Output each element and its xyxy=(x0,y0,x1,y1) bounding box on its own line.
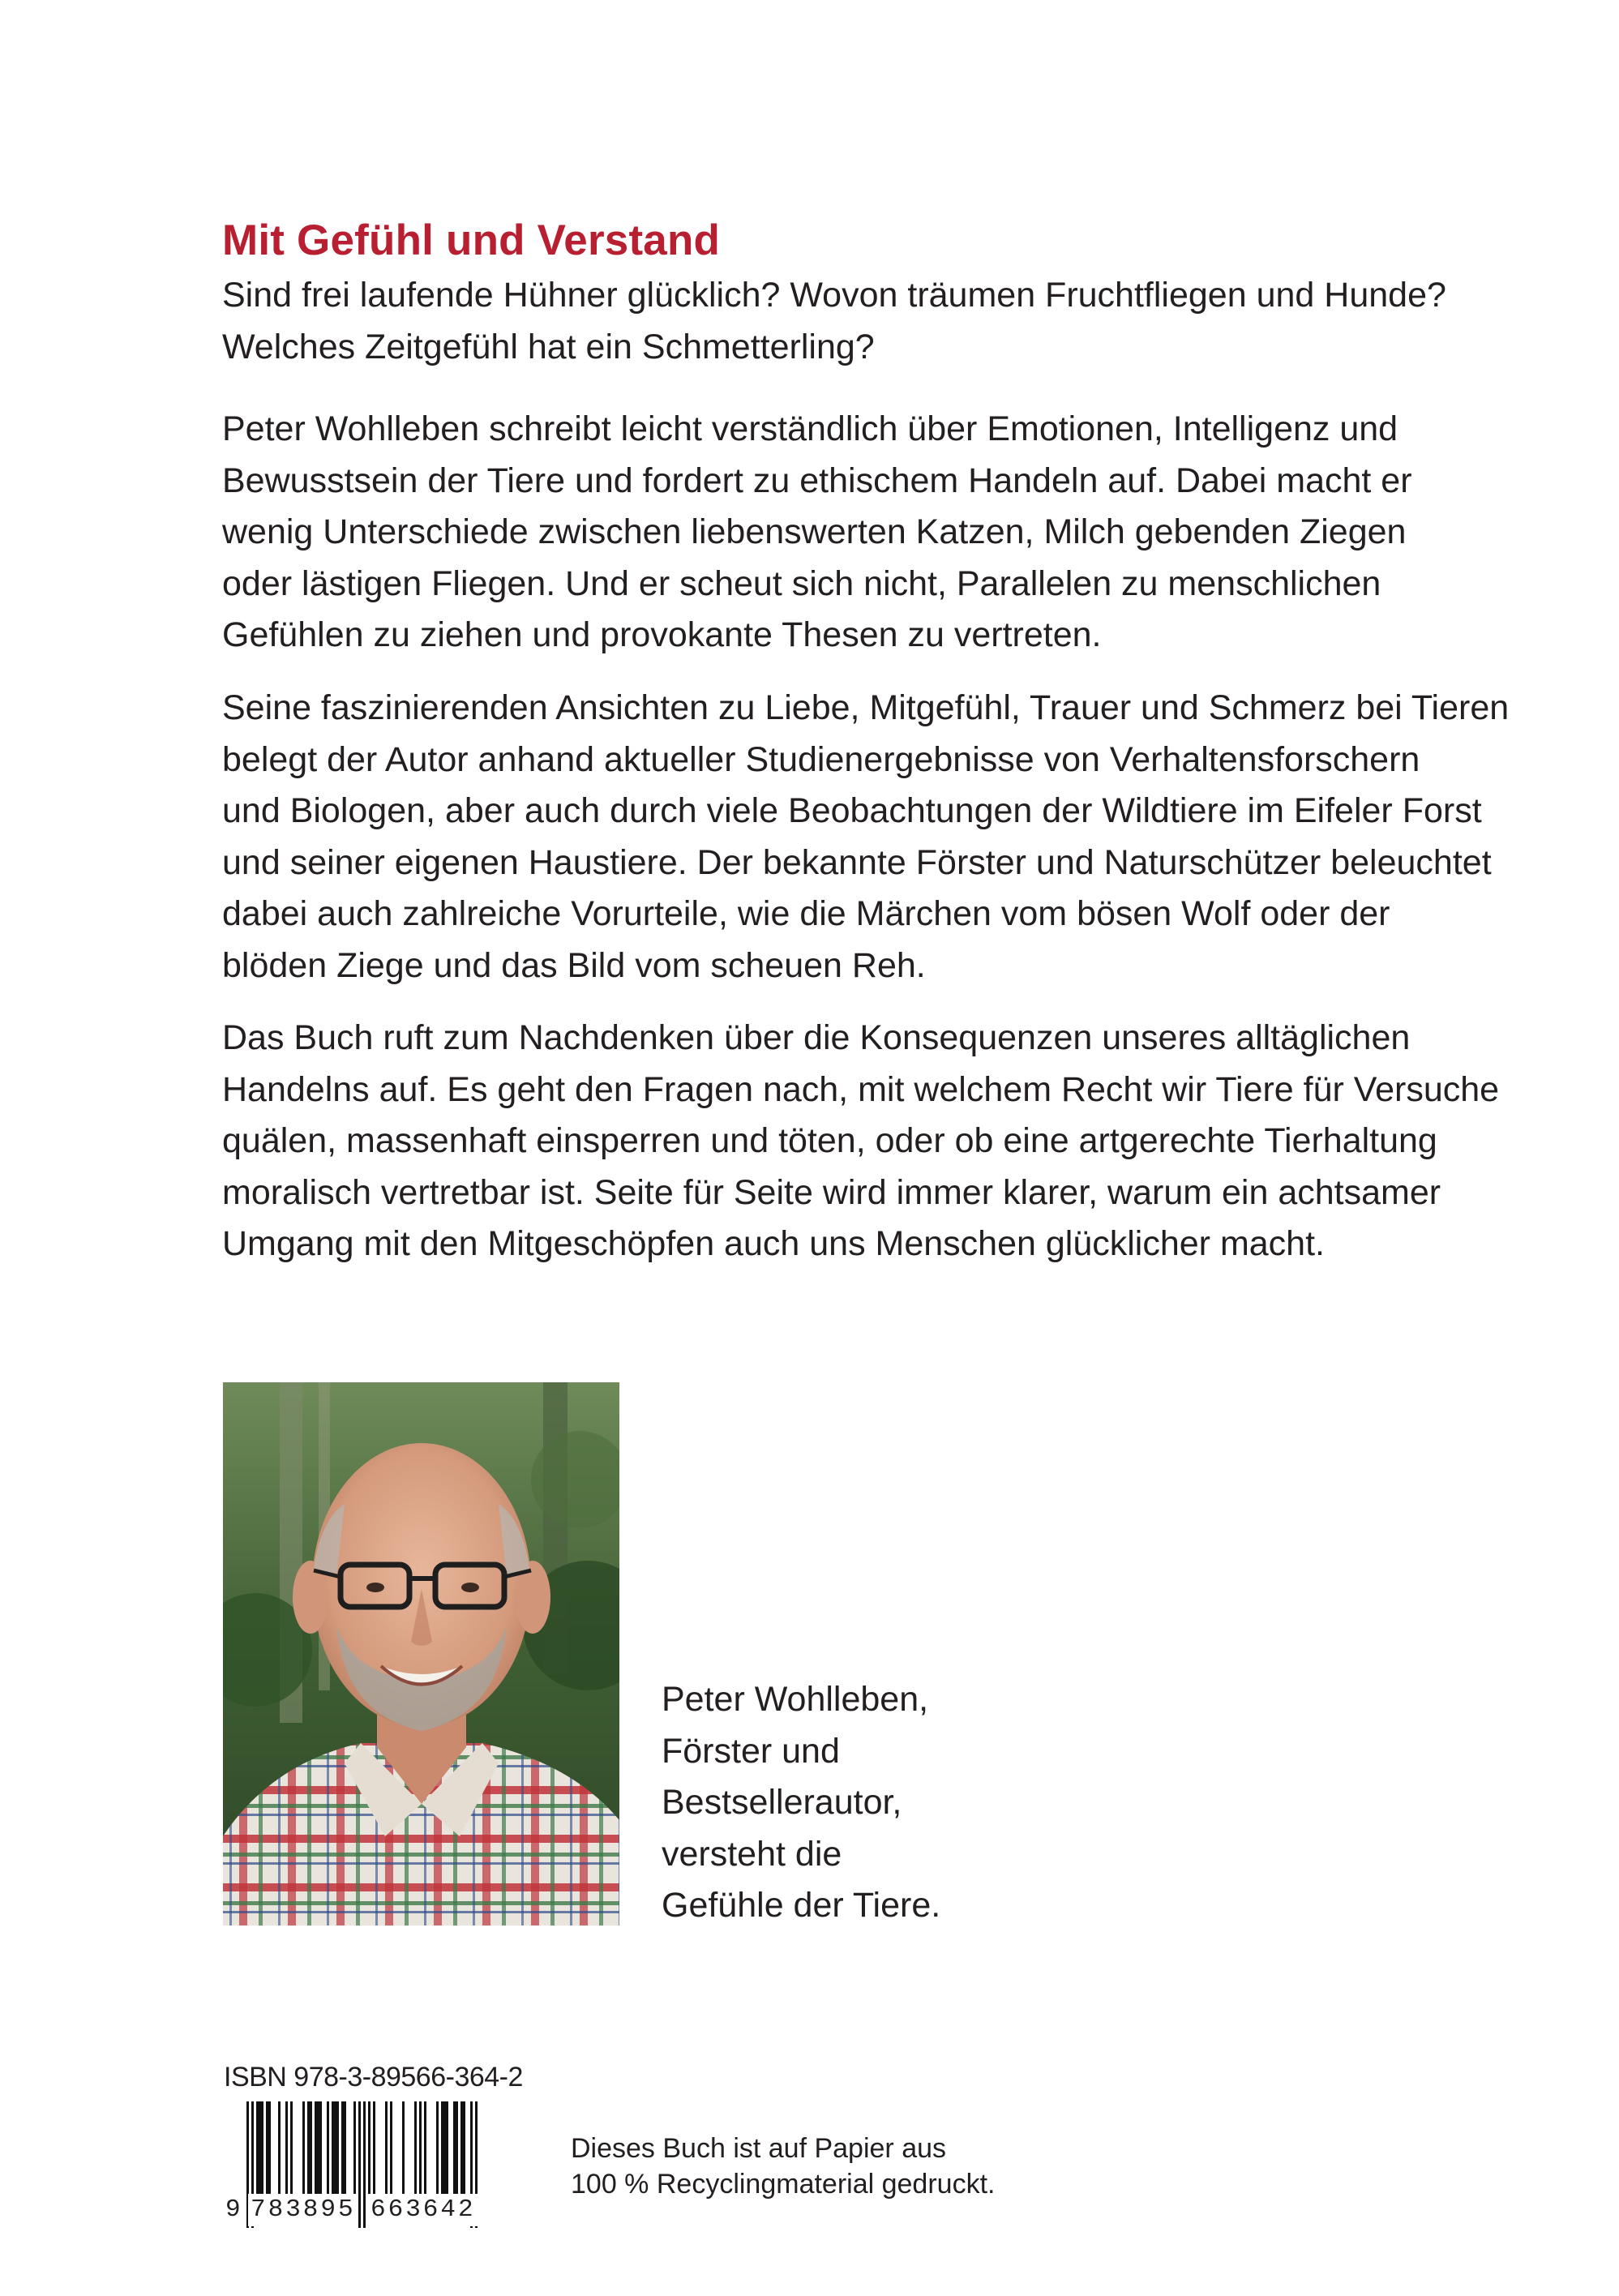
barcode-bar xyxy=(336,2101,339,2197)
barcode-bar xyxy=(414,2101,417,2197)
barcode-bar xyxy=(363,2101,366,2228)
barcode-bar xyxy=(385,2101,388,2197)
barcode-bar xyxy=(259,2101,261,2197)
intro-paragraph xyxy=(222,270,1487,373)
barcode-bar xyxy=(443,2101,446,2197)
barcode-bar xyxy=(341,2101,344,2197)
barcode-bar xyxy=(317,2101,319,2197)
text-line: Umgang mit den Mitgeschöpfen auch uns Menschen glücklicher macht. xyxy=(222,1224,1325,1263)
barcode-bar xyxy=(319,2101,322,2197)
barcode-bar xyxy=(285,2101,288,2197)
text-line: dabei auch zahlreiche Vorurteile, wie die Märchen vom bösen Wolf oder der xyxy=(222,894,1390,933)
barcode-bar xyxy=(436,2101,439,2197)
barcode-bar xyxy=(368,2101,370,2197)
barcode-bar xyxy=(456,2101,458,2197)
barcode-bar xyxy=(390,2101,392,2197)
barcode-bar xyxy=(424,2101,426,2197)
text-line: Das Buch ruft zum Nachdenken über die Konsequenzen unseres alltäglichen xyxy=(222,1018,1411,1057)
caption-line: Bestsellerautor, xyxy=(662,1783,902,1822)
barcode-bar xyxy=(261,2101,263,2197)
note-line: 100 % Recyclingmaterial gedruckt. xyxy=(571,2169,996,2200)
body-paragraph-3 xyxy=(222,1013,1500,1270)
caption-line: Förster und xyxy=(662,1731,840,1771)
barcode-digit-group-right: 663642 xyxy=(368,2194,478,2226)
barcode-digit-group-left: 783895 xyxy=(248,2194,358,2226)
caption-line: Gefühle der Tiere. xyxy=(662,1886,941,1925)
text-line: wenig Unterschiede zwischen liebenswerten Katzen, Milch gebenden Ziegen xyxy=(222,512,1407,551)
barcode-bar xyxy=(307,2101,310,2197)
barcode-bar xyxy=(278,2101,281,2197)
isbn-label: ISBN 978-3-89566-364-2 xyxy=(224,2062,523,2093)
text-line: belegt der Autor anhand aktueller Studienergebnisse von Verhaltensforschern xyxy=(222,739,1420,779)
barcode-bar xyxy=(315,2101,317,2197)
barcode-bar xyxy=(358,2101,361,2228)
barcode-bar xyxy=(460,2101,463,2197)
barcode-bar xyxy=(402,2101,405,2197)
barcode-bar xyxy=(446,2101,448,2197)
author-caption xyxy=(662,1674,1083,1932)
barcode-bar xyxy=(353,2101,356,2197)
barcode-first-digit: 9 xyxy=(224,2194,242,2226)
author-photo xyxy=(223,1382,619,1925)
barcode-bar xyxy=(327,2101,329,2197)
caption-line: versteht die xyxy=(662,1834,842,1874)
body-paragraph-1 xyxy=(222,404,1487,662)
text-line: Welches Zeitgefühl hat ein Schmetterling? xyxy=(222,327,875,366)
barcode-bar xyxy=(463,2101,465,2197)
text-line: Handelns auf. Es geht den Fragen nach, mit welchem Recht wir Tiere für Versuche xyxy=(222,1069,1500,1109)
text-line: Bewusstsein der Tiere und fordert zu ethischem Handeln auf. Dabei macht er xyxy=(222,460,1412,500)
text-line: oder lästigen Fliegen. Und er scheut sich nicht, Parallelen zu menschlichen xyxy=(222,563,1381,603)
barcode-bar xyxy=(344,2101,346,2197)
text-line: quälen, massenhaft einsperren und töten, oder ob eine artgerechte Tierhaltung xyxy=(222,1121,1437,1160)
barcode-bar xyxy=(334,2101,336,2197)
text-line: Seine faszinierenden Ansichten zu Liebe, Mitgefühl, Trauer und Schmerz bei Tieren xyxy=(222,688,1510,727)
text-line: Peter Wohlleben schreibt leicht verständlich über Emotionen, Intelligenz und xyxy=(222,409,1398,448)
barcode-bar xyxy=(310,2101,312,2197)
caption-line: Peter Wohlleben, xyxy=(662,1680,929,1719)
barcode-bar xyxy=(419,2101,422,2197)
text-line: und seiner eigenen Haustiere. Der bekannte Förster und Naturschützer beleuchtet xyxy=(222,842,1492,882)
barcode-bar xyxy=(441,2101,443,2197)
barcode-bar xyxy=(302,2101,305,2197)
recycling-note xyxy=(571,2131,995,2202)
text-line: blöden Ziege und das Bild vom scheuen Reh. xyxy=(222,945,926,985)
barcode-bar xyxy=(268,2101,271,2197)
text-line: Sind frei laufende Hühner glücklich? Wovon träumen Fruchtfliegen und Hunde? xyxy=(222,276,1446,315)
body-paragraph-2 xyxy=(222,683,1510,992)
text-line: Gefühlen zu ziehen und provokante Thesen zu vertreten. xyxy=(222,615,1102,654)
note-line: Dieses Buch ist auf Papier aus xyxy=(571,2133,947,2164)
barcode-bar xyxy=(453,2101,456,2197)
text-line: und Biologen, aber auch durch viele Beobachtungen der Wildtiere im Eifeler Forst xyxy=(222,791,1482,830)
barcode-bar xyxy=(332,2101,334,2197)
text-line: moralisch vertretbar ist. Seite für Seite wird immer klarer, warum ein achtsamer xyxy=(222,1172,1441,1212)
barcode-bar xyxy=(373,2101,375,2197)
barcode-bar xyxy=(290,2101,293,2197)
back-cover-heading: Mit Gefühl und Verstand xyxy=(222,216,721,264)
barcode-bar xyxy=(266,2101,268,2197)
barcode-bar xyxy=(256,2101,259,2197)
